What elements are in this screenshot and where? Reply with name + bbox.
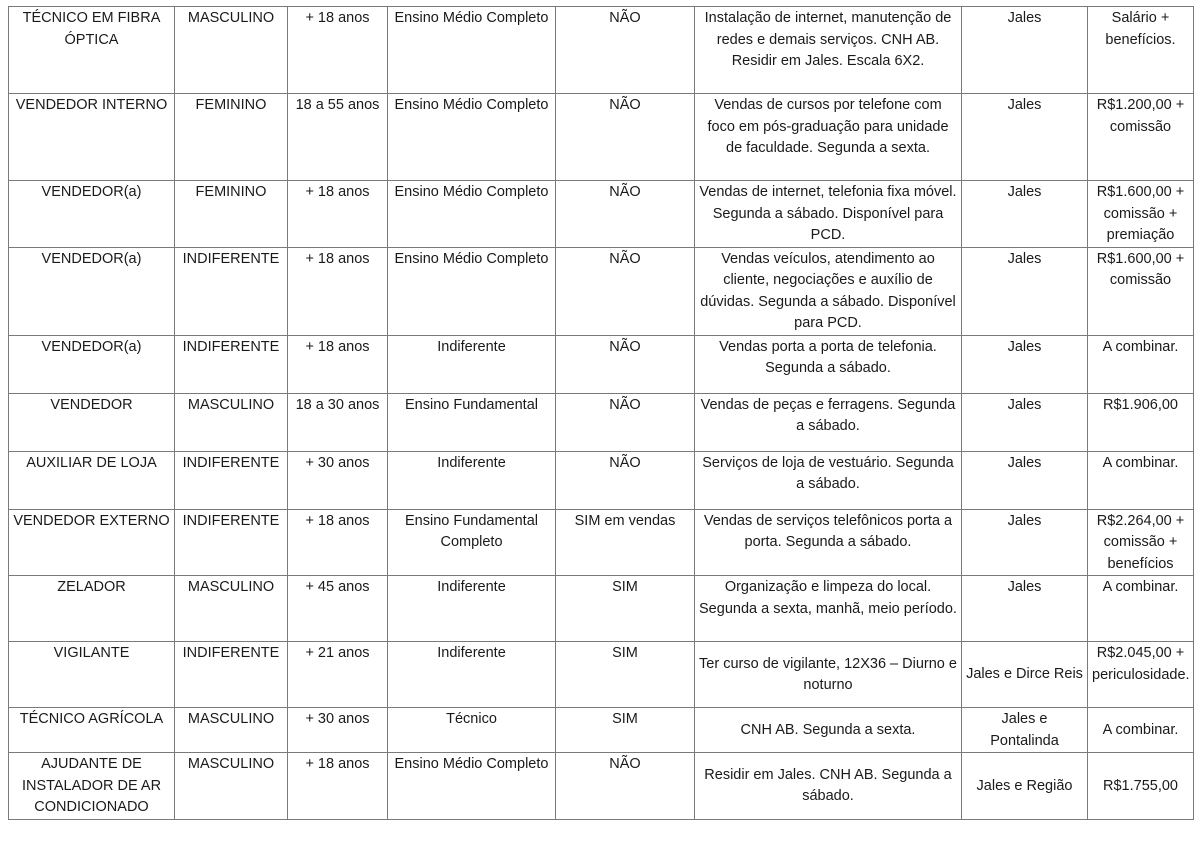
experience-cell: NÃO bbox=[556, 451, 695, 509]
salary-cell: R$2.264,00 + comissão + benefícios bbox=[1088, 509, 1194, 576]
education-cell: Indiferente bbox=[388, 642, 556, 708]
salary-cell: A combinar. bbox=[1088, 576, 1194, 642]
salary-cell: A combinar. bbox=[1088, 708, 1194, 753]
location-cell: Jales bbox=[962, 335, 1088, 393]
table-row bbox=[9, 7, 1194, 94]
location-cell: Jales bbox=[962, 451, 1088, 509]
gender-cell: INDIFERENTE bbox=[175, 451, 288, 509]
gender-cell: FEMININO bbox=[175, 94, 288, 181]
job-title-cell: VENDEDOR(a) bbox=[9, 247, 175, 335]
age-cell: 18 a 55 anos bbox=[288, 94, 388, 181]
experience-cell: NÃO bbox=[556, 753, 695, 820]
job-title-cell: VIGILANTE bbox=[9, 642, 175, 708]
activities-cell: Vendas veículos, atendimento ao cliente, negociações e auxílio de dúvidas. Segunda a sábado. Disponível para PCD. bbox=[695, 247, 962, 335]
gender-cell: MASCULINO bbox=[175, 576, 288, 642]
job-listings-table bbox=[8, 6, 1194, 820]
experience-cell: NÃO bbox=[556, 393, 695, 451]
location-cell: Jales bbox=[962, 576, 1088, 642]
table-row bbox=[9, 335, 1194, 393]
activities-cell: Organização e limpeza do local. Segunda a sexta, manhã, meio período. bbox=[695, 576, 962, 642]
experience-cell: NÃO bbox=[556, 335, 695, 393]
salary-cell: R$1.755,00 bbox=[1088, 753, 1194, 820]
gender-cell: INDIFERENTE bbox=[175, 335, 288, 393]
gender-cell: MASCULINO bbox=[175, 7, 288, 94]
table-row bbox=[9, 393, 1194, 451]
age-cell: + 30 anos bbox=[288, 451, 388, 509]
age-cell: + 45 anos bbox=[288, 576, 388, 642]
table-row bbox=[9, 451, 1194, 509]
table-row bbox=[9, 642, 1194, 708]
education-cell: Ensino Fundamental Completo bbox=[388, 509, 556, 576]
experience-cell: SIM em vendas bbox=[556, 509, 695, 576]
age-cell: + 18 anos bbox=[288, 753, 388, 820]
gender-cell: MASCULINO bbox=[175, 753, 288, 820]
job-title-cell: VENDEDOR(a) bbox=[9, 181, 175, 248]
activities-cell: Vendas de internet, telefonia fixa móvel. Segunda a sábado. Disponível para PCD. bbox=[695, 181, 962, 248]
education-cell: Técnico bbox=[388, 708, 556, 753]
job-title-cell: AJUDANTE DE INSTALADOR DE AR CONDICIONADO bbox=[9, 753, 175, 820]
table-row bbox=[9, 576, 1194, 642]
location-cell: Jales bbox=[962, 247, 1088, 335]
location-cell: Jales bbox=[962, 94, 1088, 181]
activities-cell: CNH AB. Segunda a sexta. bbox=[695, 708, 962, 753]
age-cell: 18 a 30 anos bbox=[288, 393, 388, 451]
activities-cell: Ter curso de vigilante, 12X36 – Diurno e noturno bbox=[695, 642, 962, 708]
salary-cell: Salário + benefícios. bbox=[1088, 7, 1194, 94]
table-row bbox=[9, 708, 1194, 753]
table-row bbox=[9, 94, 1194, 181]
activities-cell: Residir em Jales. CNH AB. Segunda a sábado. bbox=[695, 753, 962, 820]
age-cell: + 18 anos bbox=[288, 509, 388, 576]
table-row bbox=[9, 753, 1194, 820]
salary-cell: R$1.600,00 + comissão + premiação bbox=[1088, 181, 1194, 248]
age-cell: + 21 anos bbox=[288, 642, 388, 708]
activities-cell: Vendas porta a porta de telefonia. Segunda a sábado. bbox=[695, 335, 962, 393]
gender-cell: INDIFERENTE bbox=[175, 642, 288, 708]
experience-cell: SIM bbox=[556, 642, 695, 708]
location-cell: Jales e Pontalinda bbox=[962, 708, 1088, 753]
experience-cell: NÃO bbox=[556, 181, 695, 248]
location-cell: Jales e Região bbox=[962, 753, 1088, 820]
location-cell: Jales bbox=[962, 7, 1088, 94]
salary-cell: R$1.600,00 + comissão bbox=[1088, 247, 1194, 335]
age-cell: + 18 anos bbox=[288, 7, 388, 94]
activities-cell: Serviços de loja de vestuário. Segunda a sábado. bbox=[695, 451, 962, 509]
activities-cell: Vendas de peças e ferragens. Segunda a sábado. bbox=[695, 393, 962, 451]
experience-cell: SIM bbox=[556, 708, 695, 753]
education-cell: Indiferente bbox=[388, 335, 556, 393]
gender-cell: MASCULINO bbox=[175, 708, 288, 753]
gender-cell: MASCULINO bbox=[175, 393, 288, 451]
age-cell: + 18 anos bbox=[288, 335, 388, 393]
gender-cell: INDIFERENTE bbox=[175, 247, 288, 335]
activities-cell: Vendas de cursos por telefone com foco em pós-graduação para unidade de faculdade. Segunda a sexta. bbox=[695, 94, 962, 181]
gender-cell: FEMININO bbox=[175, 181, 288, 248]
age-cell: + 18 anos bbox=[288, 181, 388, 248]
education-cell: Ensino Médio Completo bbox=[388, 181, 556, 248]
education-cell: Ensino Fundamental bbox=[388, 393, 556, 451]
education-cell: Ensino Médio Completo bbox=[388, 7, 556, 94]
experience-cell: NÃO bbox=[556, 247, 695, 335]
salary-cell: A combinar. bbox=[1088, 335, 1194, 393]
experience-cell: NÃO bbox=[556, 94, 695, 181]
job-title-cell: VENDEDOR(a) bbox=[9, 335, 175, 393]
table-row bbox=[9, 247, 1194, 335]
age-cell: + 18 anos bbox=[288, 247, 388, 335]
location-cell: Jales bbox=[962, 181, 1088, 248]
salary-cell: R$1.200,00 + comissão bbox=[1088, 94, 1194, 181]
table-row bbox=[9, 509, 1194, 576]
table-row bbox=[9, 181, 1194, 248]
education-cell: Ensino Médio Completo bbox=[388, 247, 556, 335]
salary-cell: R$1.906,00 bbox=[1088, 393, 1194, 451]
location-cell: Jales bbox=[962, 509, 1088, 576]
experience-cell: NÃO bbox=[556, 7, 695, 94]
job-title-cell: AUXILIAR DE LOJA bbox=[9, 451, 175, 509]
age-cell: + 30 anos bbox=[288, 708, 388, 753]
job-title-cell: TÉCNICO AGRÍCOLA bbox=[9, 708, 175, 753]
job-title-cell: VENDEDOR bbox=[9, 393, 175, 451]
salary-cell: R$2.045,00 + periculosidade. bbox=[1088, 642, 1194, 708]
education-cell: Ensino Médio Completo bbox=[388, 753, 556, 820]
gender-cell: INDIFERENTE bbox=[175, 509, 288, 576]
education-cell: Indiferente bbox=[388, 576, 556, 642]
job-title-cell: ZELADOR bbox=[9, 576, 175, 642]
job-title-cell: TÉCNICO EM FIBRA ÓPTICA bbox=[9, 7, 175, 94]
job-title-cell: VENDEDOR INTERNO bbox=[9, 94, 175, 181]
activities-cell: Vendas de serviços telefônicos porta a porta. Segunda a sábado. bbox=[695, 509, 962, 576]
job-title-cell: VENDEDOR EXTERNO bbox=[9, 509, 175, 576]
location-cell: Jales bbox=[962, 393, 1088, 451]
education-cell: Ensino Médio Completo bbox=[388, 94, 556, 181]
education-cell: Indiferente bbox=[388, 451, 556, 509]
experience-cell: SIM bbox=[556, 576, 695, 642]
salary-cell: A combinar. bbox=[1088, 451, 1194, 509]
activities-cell: Instalação de internet, manutenção de redes e demais serviços. CNH AB. Residir em Jales. Escala 6X2. bbox=[695, 7, 962, 94]
location-cell: Jales e Dirce Reis bbox=[962, 642, 1088, 708]
